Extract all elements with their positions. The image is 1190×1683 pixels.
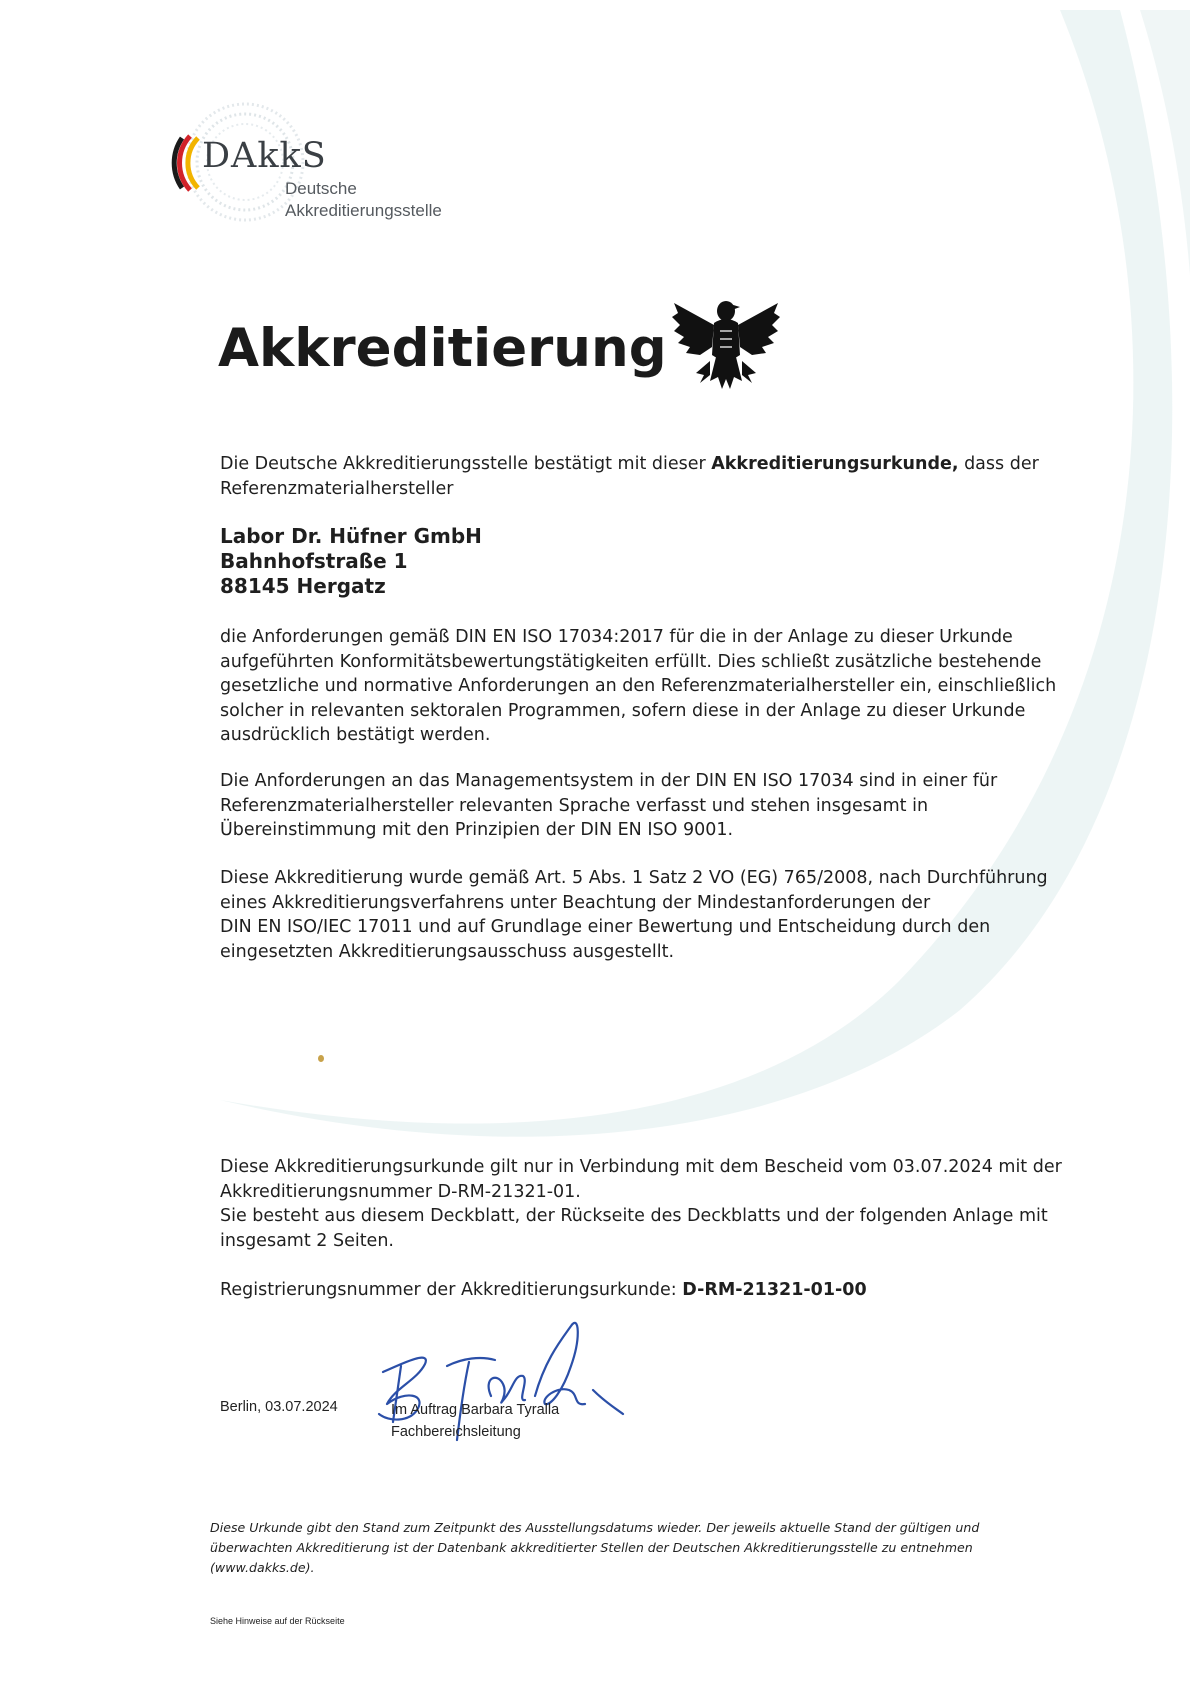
paragraph-line: Die Anforderungen an das Managementsystem in der DIN EN ISO 17034 sind in einer für	[220, 771, 998, 791]
dakks-logo	[160, 100, 500, 230]
dakks-subtitle	[285, 178, 442, 222]
place-and-date: Berlin, 03.07.2024	[220, 1399, 338, 1415]
dakks-brand: DAkkS	[202, 136, 327, 176]
registration-line	[220, 1278, 1100, 1303]
dakks-subtitle-line2: Akkreditierungsstelle	[285, 201, 442, 220]
signatory-role: Fachbereichsleitung	[391, 1424, 521, 1440]
registration-number: D-RM-21321-01-00	[682, 1280, 867, 1300]
footer-disclaimer	[210, 1518, 1010, 1578]
paragraph-line: die Anforderungen gemäß DIN EN ISO 17034:2017 für die in der Anlage zu dieser Urkunde	[220, 627, 1013, 647]
paragraph-line: solcher in relevanten sektoralen Programmen, sofern diese in der Anlage zu dieser Urkunde	[220, 700, 1026, 721]
paragraph-line: gesetzliche und normative Anforderungen an den Referenzmaterialhersteller ein, einschließlich	[220, 676, 1057, 696]
registration-number-line	[220, 1278, 1100, 1303]
accredited-body-address	[220, 524, 1100, 599]
back-side-note: Siehe Hinweise auf der Rückseite	[210, 1616, 345, 1626]
signatory-block	[391, 1399, 559, 1443]
intro-paragraph	[220, 452, 1100, 501]
paragraph-line: DIN EN ISO/IEC 17011 und auf Grundlage einer Bewertung und Entscheidung durch den	[220, 917, 991, 937]
requirements-paragraph	[220, 625, 1100, 748]
signatory-name: Im Auftrag Barbara Tyralla	[391, 1402, 560, 1418]
intro-line2: Referenzmaterialhersteller	[220, 478, 454, 499]
paragraph-line: Akkreditierungsnummer D-RM-21321-01.	[220, 1181, 581, 1202]
legal-basis-paragraph	[220, 866, 1100, 964]
paper-speck	[318, 1055, 324, 1062]
paragraph-line: Diese Akkreditierung wurde gemäß Art. 5 Abs. 1 Satz 2 VO (EG) 765/2008, nach Durchführung	[220, 868, 1048, 888]
company-name: Labor Dr. Hüfner GmbH	[220, 524, 482, 548]
intro-line1	[220, 452, 1100, 477]
paragraph-line: eingesetzten Akkreditierungsausschuss ausgestellt.	[220, 941, 675, 962]
paragraph-line: Diese Akkreditierungsurkunde gilt nur in Verbindung mit dem Bescheid vom 03.07.2024 mit der	[220, 1157, 1062, 1177]
footer-line: Diese Urkunde gibt den Stand zum Zeitpunkt des Ausstellungsdatums wieder. Der jeweils aktuelle Stand der gültigen und	[210, 1520, 980, 1535]
dakks-subtitle-line1: Deutsche	[285, 179, 357, 198]
paragraph-line: eines Akkreditierungsverfahrens unter Beachtung der Mindestanforderungen der	[220, 892, 931, 913]
paragraph-line: ausdrücklich bestätigt werden.	[220, 725, 491, 745]
page-title: Akkreditierung	[218, 318, 667, 379]
paragraph-line: Referenzmaterialhersteller relevanten Sprache verfasst und stehen insgesamt in	[220, 795, 929, 816]
company-city: 88145 Hergatz	[220, 574, 386, 598]
company-street: Bahnhofstraße 1	[220, 549, 408, 573]
paragraph-line: Sie besteht aus diesem Deckblatt, der Rückseite des Deckblatts und der folgenden Anlage mit	[220, 1206, 1048, 1226]
validity-paragraph	[220, 1155, 1100, 1253]
footer-line: (www.dakks.de).	[210, 1560, 315, 1575]
intro-text-after: dass der	[958, 454, 1039, 474]
paragraph-line: Übereinstimmung mit den Prinzipien der DIN EN ISO 9001.	[220, 820, 734, 840]
paragraph-line: insgesamt 2 Seiten.	[220, 1230, 394, 1251]
paragraph-line: aufgeführten Konformitätsbewertungstätigkeiten erfüllt. Dies schließt zusätzliche bestehende	[220, 651, 1042, 672]
footer-line: überwachten Akkreditierung ist der Datenbank akkreditierter Stellen der Deutschen Akkreditierungsstelle zu entnehmen	[210, 1540, 973, 1555]
management-system-paragraph	[220, 769, 1100, 843]
intro-text-bold: Akkreditierungsurkunde,	[711, 454, 959, 474]
intro-text-before: Die Deutsche Akkreditierungsstelle bestätigt mit dieser	[220, 454, 712, 474]
bundesadler-eagle-icon	[670, 295, 782, 397]
registration-label: Registrierungsnummer der Akkreditierungsurkunde:	[220, 1280, 683, 1300]
